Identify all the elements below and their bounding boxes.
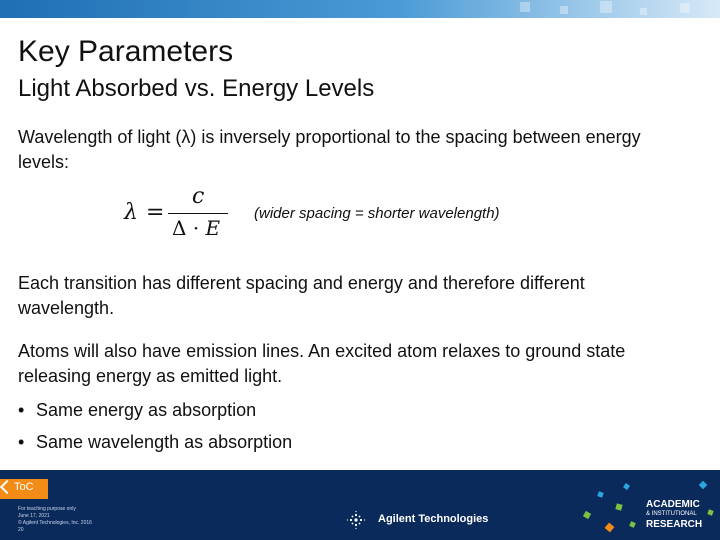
- footer-notice-line: June 17, 2021: [18, 513, 50, 519]
- footer-notice-line: For teaching purpose only: [18, 506, 76, 512]
- decorative-square: [597, 491, 603, 497]
- program-line1: ACADEMIC: [646, 499, 700, 510]
- formula-dot: ·: [192, 216, 200, 240]
- footer-notice: [18, 506, 92, 534]
- program-line3: RESEARCH: [646, 519, 703, 530]
- bullet-marker: •: [18, 400, 25, 420]
- formula-note: (wider spacing = shorter wavelength): [254, 205, 500, 222]
- bullet-item: [18, 398, 256, 423]
- formula-numerator: c: [192, 184, 205, 209]
- fraction-bar: [168, 213, 228, 214]
- decorative-square: [583, 511, 591, 519]
- decorative-square: [629, 521, 636, 528]
- decorative-square: [699, 481, 707, 489]
- formula-denominator: [172, 216, 220, 240]
- bullet-text: Same wavelength as absorption: [36, 432, 293, 452]
- formula-delta: Δ: [172, 216, 187, 240]
- toc-button[interactable]: [0, 479, 48, 499]
- decorative-square: [707, 509, 713, 515]
- formula-equals: =: [146, 200, 165, 225]
- program-line2: & INSTITUTIONAL: [646, 511, 697, 517]
- slide-subtitle: Light Absorbed vs. Energy Levels: [18, 75, 375, 102]
- paragraph-transition: Each transition has different spacing and energy and therefore different wavelength.: [18, 273, 585, 318]
- formula-lambda: λ: [124, 200, 138, 225]
- footer-notice-line: © Agilent Technologies, Inc. 2016: [18, 520, 92, 526]
- bullet-marker: •: [18, 432, 25, 452]
- header-bar: [0, 0, 720, 18]
- decorative-square: [615, 503, 622, 510]
- agilent-brand-name: Agilent Technologies: [378, 513, 489, 525]
- paragraph-wavelength: Wavelength of light (λ) is inversely proportional to the spacing between energy levels:: [18, 127, 641, 172]
- formula-energy: E: [205, 216, 221, 240]
- academic-research-logo: [646, 499, 702, 530]
- slide-title: Key Parameters: [18, 35, 234, 68]
- decorative-square: [605, 523, 615, 533]
- wavelength-formula: [120, 184, 230, 244]
- chevron-left-icon: [0, 480, 14, 494]
- bullet-item: [18, 430, 292, 455]
- paragraph-emission: Atoms will also have emission lines. An excited atom relaxes to ground state releasing energy as emitted light.: [18, 341, 626, 386]
- bullet-text: Same energy as absorption: [36, 400, 257, 420]
- decorative-square: [623, 483, 630, 490]
- toc-label: ToC: [14, 481, 34, 493]
- agilent-spark-icon: [346, 510, 366, 530]
- footer-notice-line: 20: [18, 527, 24, 533]
